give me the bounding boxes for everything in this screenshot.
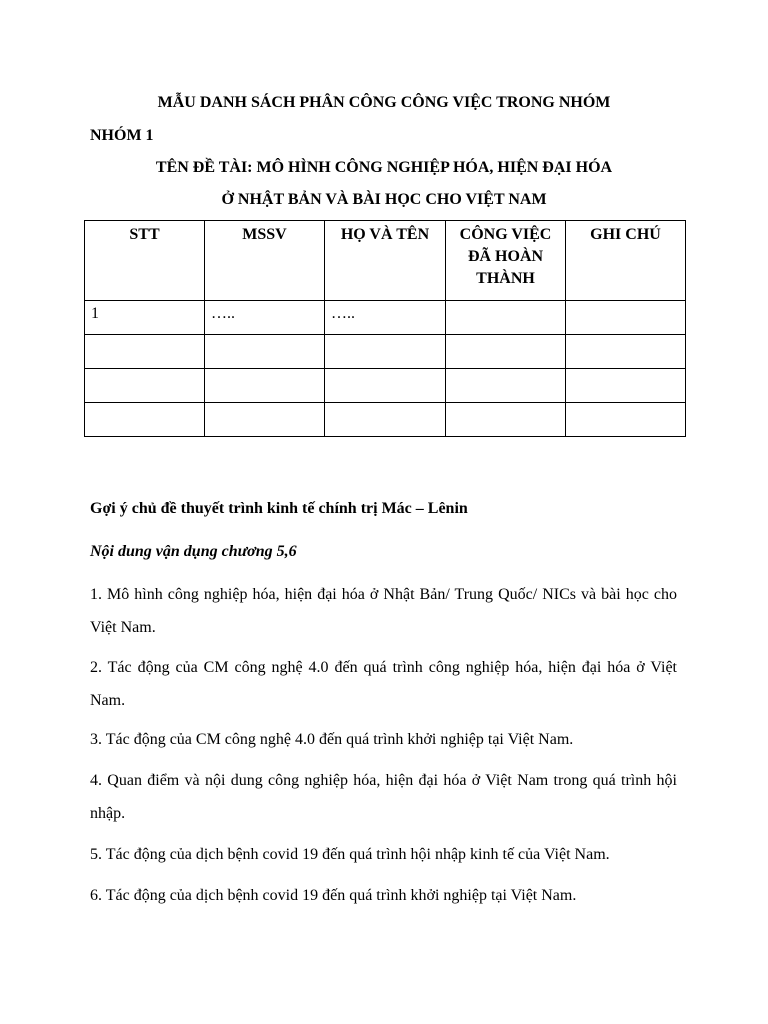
suggestion-item-1: 1. Mô hình công nghiệp hóa, hiện đại hóa ở Nhật Bản/ Trung Quốc/ NICs và bài học cho Việt Nam. (90, 586, 677, 636)
suggestion-item-5: 5. Tác động của dịch bệnh covid 19 đến quá trình hội nhập kinh tế của Việt Nam. (90, 846, 610, 863)
topic-title-line-1: TÊN ĐỀ TÀI: MÔ HÌNH CÔNG NGHIỆP HÓA, HIỆN ĐẠI HÓA (155, 159, 613, 176)
table-cell (85, 335, 205, 369)
column-header-stt: STT (85, 221, 205, 301)
group-name: NHÓM 1 (90, 127, 154, 144)
table-cell (325, 335, 446, 369)
table-cell (325, 369, 446, 403)
column-header-name: HỌ VÀ TÊN (325, 221, 446, 301)
table-cell (446, 403, 566, 437)
table-cell: 1 (85, 301, 205, 335)
table-cell (85, 403, 205, 437)
table-cell (205, 369, 325, 403)
suggestions-subtitle: Nội dung vận dụng chương 5,6 (90, 543, 297, 560)
suggestions-title: Gợi ý chủ đề thuyết trình kinh tế chính trị Mác – Lênin (90, 500, 468, 517)
table-cell (205, 335, 325, 369)
table-row (85, 301, 686, 335)
assignment-table (84, 220, 686, 437)
column-header-notes: GHI CHÚ (566, 221, 686, 301)
table-cell (446, 335, 566, 369)
table-cell (325, 403, 446, 437)
suggestion-item-2: 2. Tác động của CM công nghệ 4.0 đến quá trình công nghiệp hóa, hiện đại hóa ở Việt Nam. (90, 659, 677, 709)
topic-title-line-2: Ở NHẬT BẢN VÀ BÀI HỌC CHO VIỆT NAM (221, 191, 547, 208)
table-cell (566, 301, 686, 335)
table-cell (205, 403, 325, 437)
column-header-mssv: MSSV (205, 221, 325, 301)
table-cell (446, 369, 566, 403)
table-row (85, 335, 686, 369)
table-row (85, 403, 686, 437)
form-title: MẪU DANH SÁCH PHÂN CÔNG CÔNG VIỆC TRONG NHÓM (157, 94, 611, 111)
suggestion-item-4: 4. Quan điểm và nội dung công nghiệp hóa, hiện đại hóa ở Việt Nam trong quá trình hội nhập. (90, 772, 677, 822)
suggestion-item-3: 3. Tác động của CM công nghệ 4.0 đến quá trình khởi nghiệp tại Việt Nam. (90, 731, 574, 748)
suggestion-item-6: 6. Tác động của dịch bệnh covid 19 đến quá trình khởi nghiệp tại Việt Nam. (90, 887, 577, 904)
column-header-completed-work: CÔNG VIỆC ĐÃ HOÀN THÀNH (446, 221, 566, 301)
table-cell (85, 369, 205, 403)
table-cell (566, 335, 686, 369)
table-cell (446, 301, 566, 335)
table-cell: ….. (325, 301, 446, 335)
table-cell (566, 403, 686, 437)
table-header-row (85, 221, 686, 301)
table-cell: ….. (205, 301, 325, 335)
table-cell (566, 369, 686, 403)
table-row (85, 369, 686, 403)
